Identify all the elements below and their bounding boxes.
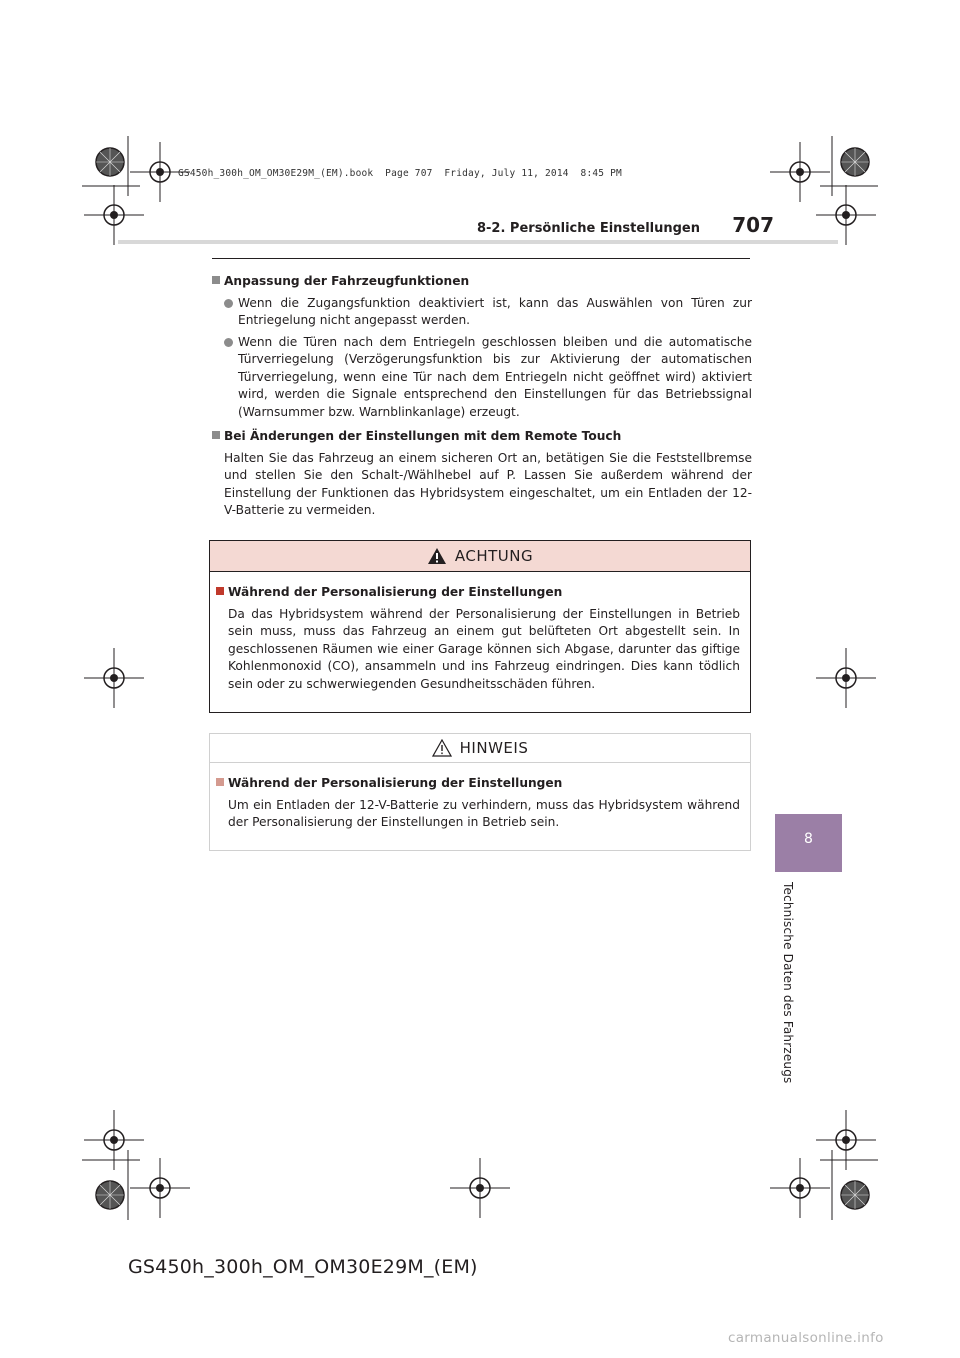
chapter-tab[interactable]: 8 [775,814,842,872]
warning-box [209,540,751,713]
section-paragraph: Halten Sie das Fahrzeug an einem sicheren Ort an, betätigen Sie die Feststellbremse und stellen Sie den Schalt-/Wählhebel auf P. Lassen Sie außerdem während der Einstellung der Funktionen das Hybridsystem eingeschaltet, um ein Entladen der 12-V-Batterie zu vermeiden. [224,450,752,517]
notice-title: HINWEIS [459,739,529,757]
notice-heading: Während der Personalisierung der Einstellungen [216,775,740,793]
header-rule [212,258,750,259]
chapter-label-text: Technische Daten des Fahrzeugs [781,882,795,1084]
circle-bullet-icon [224,299,233,308]
print-info: GS450h_300h_OM_OM30E29M_(EM).book Page 707 Friday, July 11, 2014 8:45 PM [178,168,622,179]
notice-triangle-icon [432,739,452,757]
square-bullet-icon [216,778,224,786]
page-number: 707 [732,213,774,237]
notice-box [209,733,751,851]
chapter-label [781,882,805,1082]
warning-title: ACHTUNG [454,547,534,565]
section-heading: Anpassung der Fahrzeugfunktionen [212,273,752,291]
warning-body [210,572,750,693]
square-bullet-icon [212,431,220,439]
square-bullet-icon [216,587,224,595]
warning-header [210,541,750,572]
warning-heading: Während der Personalisierung der Einstellungen [216,584,740,602]
circle-bullet-icon [224,338,233,347]
list-item: Wenn die Türen nach dem Entriegeln geschlossen bleiben und die automatische Türverriegelung (Verzögerungsfunktion bis zur Aktivierung der automatischen Türverriegelung, wenn eine Tür nach dem Entriegeln nicht geöffnet wird) aktiviert wird, werden die Signale entsprechend den Einstellungen für das Betriebssignal (Warnsummer bzw. Warnblinkanlage) erzeugt. [224,334,752,422]
list-item: Wenn die Zugangsfunktion deaktiviert ist, kann das Auswählen von Türen zur Entriegelung nicht angepasst werden. [224,295,752,330]
watermark[interactable]: carmanualsonline.info [728,1330,884,1346]
warning-triangle-icon [427,547,447,565]
section-title: 8-2. Persönliche Einstellungen [476,221,700,236]
square-bullet-icon [212,276,220,284]
main-content [212,268,752,520]
notice-text: Um ein Entladen der 12-V-Batterie zu verhindern, muss das Hybridsystem während der Personalisierung der Einstellungen in Betrieb sein. [228,797,740,829]
crop-bar [118,240,838,244]
warning-text: Da das Hybridsystem während der Personalisierung der Einstellungen in Betrieb sein muss, muss das Fahrzeug an einem gut belüfteten Ort abgestellt sein. In geschlossenen Räumen wie einer Garage können sich Abgase, darunter das giftige Kohlenmonoxid (CO), ansammeln und ins Fahrzeug eindringen. Dies kann tödlich sein oder zu schwerwiegenden Gesundheitsschäden führen. [228,606,740,691]
document-code: GS450h_300h_OM_OM30E29M_(EM) [128,1256,478,1278]
notice-body [210,763,750,832]
notice-header [210,734,750,763]
section-heading: Bei Änderungen der Einstellungen mit dem Remote Touch [212,428,752,446]
